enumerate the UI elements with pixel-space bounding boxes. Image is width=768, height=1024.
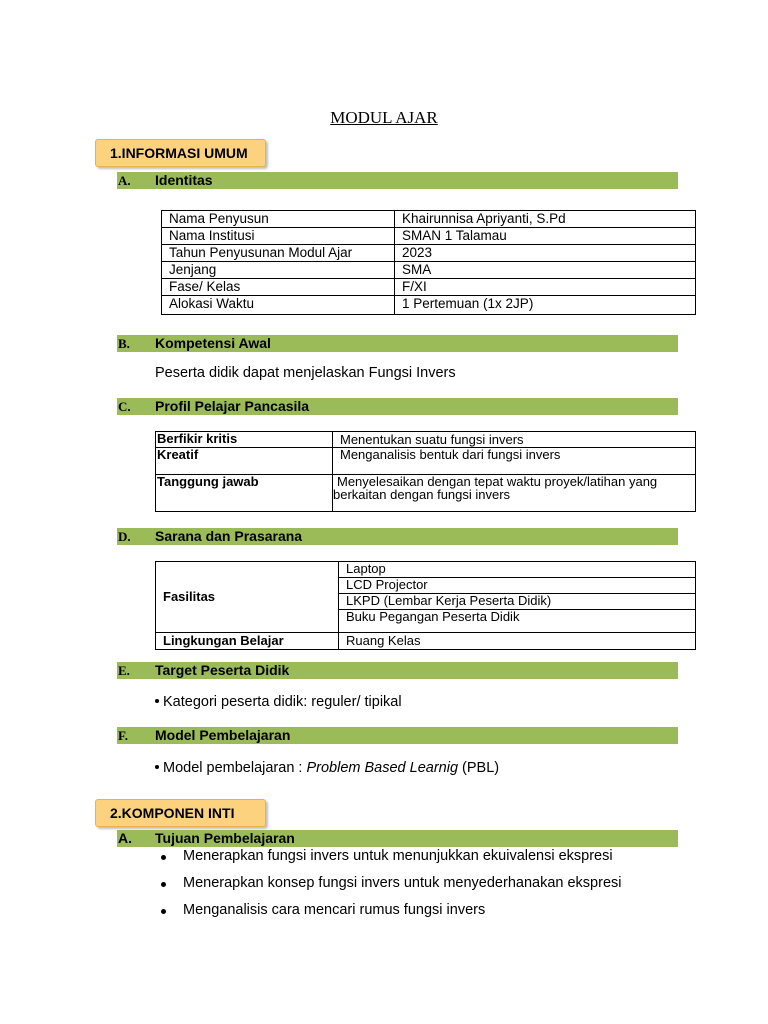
subsection-bar-tujuan-pembelajaran bbox=[117, 830, 678, 847]
bullet-icon bbox=[161, 882, 166, 887]
subsection-letter: E. bbox=[118, 663, 130, 678]
table-cell-value: Ruang Kelas bbox=[339, 633, 696, 650]
bullet-icon bbox=[161, 855, 166, 860]
table-cell-key: Tahun Penyusunan Modul Ajar bbox=[162, 245, 395, 262]
sarana-table bbox=[155, 561, 696, 650]
table-row bbox=[156, 448, 696, 475]
list-item-text: Kategori peserta didik: reguler/ tipikal bbox=[163, 694, 402, 710]
list-item bbox=[155, 694, 402, 710]
section-label: 1.INFORMASI UMUM bbox=[110, 145, 248, 161]
subsection-letter: F. bbox=[118, 728, 128, 743]
table-row bbox=[156, 432, 696, 448]
profil-pelajar-table bbox=[155, 431, 696, 512]
table-row bbox=[162, 296, 696, 315]
list-item-text: Model pembelajaran : bbox=[163, 760, 307, 776]
subsection-bar-model-pembelajaran bbox=[117, 727, 678, 744]
table-row bbox=[162, 262, 696, 279]
subsection-bar-sarana bbox=[117, 528, 678, 545]
document-title: MODUL AJAR bbox=[330, 108, 438, 127]
list-item bbox=[160, 902, 680, 929]
table-row bbox=[156, 475, 696, 512]
table-cell-value: 1 Pertemuan (1x 2JP) bbox=[395, 296, 696, 315]
table-cell-value: Menentukan suatu fungsi invers bbox=[333, 432, 696, 448]
table-row bbox=[162, 245, 696, 262]
subsection-bar-profil-pelajar bbox=[117, 398, 678, 415]
table-cell-key: Lingkungan Belajar bbox=[156, 633, 339, 650]
table-row bbox=[156, 562, 696, 578]
table-cell-key: Kreatif bbox=[156, 448, 333, 475]
table-cell-key: Nama Institusi bbox=[162, 228, 395, 245]
table-cell-key: Fasilitas bbox=[156, 562, 339, 633]
table-cell-value: Buku Pegangan Peserta Didik bbox=[339, 610, 696, 633]
table-cell-key: Berfikir kritis bbox=[156, 432, 333, 448]
table-cell-value: F/XI bbox=[395, 279, 696, 296]
table-row bbox=[162, 279, 696, 296]
table-cell-value bbox=[333, 475, 696, 512]
list-item bbox=[155, 760, 499, 776]
subsection-letter: C. bbox=[118, 399, 131, 414]
subsection-label: Tujuan Pembelajaran bbox=[155, 830, 295, 846]
table-cell-value: LKPD (Lembar Kerja Peserta Didik) bbox=[339, 594, 696, 610]
subsection-label: Target Peserta Didik bbox=[155, 662, 290, 678]
subsection-label: Kompetensi Awal bbox=[155, 335, 271, 351]
bullet-icon bbox=[155, 765, 159, 769]
cell-line: berkaitan dengan fungsi invers bbox=[333, 487, 511, 502]
list-item-text: Menganalisis cara mencari rumus fungsi invers bbox=[183, 902, 486, 918]
table-cell-value: Menganalisis bentuk dari fungsi invers bbox=[333, 448, 696, 475]
kompetensi-awal-text: Peserta didik dapat menjelaskan Fungsi Invers bbox=[155, 365, 456, 381]
subsection-letter: B. bbox=[118, 336, 130, 351]
table-row bbox=[162, 228, 696, 245]
subsection-bar-kompetensi-awal bbox=[117, 335, 678, 352]
bullet-icon bbox=[155, 699, 159, 703]
subsection-label: Profil Pelajar Pancasila bbox=[155, 398, 310, 414]
list-item-suffix-text: (PBL) bbox=[458, 760, 500, 776]
table-row bbox=[156, 633, 696, 650]
subsection-label: Identitas bbox=[155, 172, 213, 188]
subsection-letter: A. bbox=[118, 173, 131, 188]
list-item bbox=[160, 875, 680, 902]
section-header-informasi-umum bbox=[95, 139, 266, 167]
subsection-label: Model Pembelajaran bbox=[155, 727, 291, 743]
identitas-table bbox=[161, 210, 696, 315]
row-key-text: Tanggung jawab bbox=[157, 474, 259, 489]
section-label: 2.KOMPONEN INTI bbox=[110, 805, 235, 821]
table-cell-key: Jenjang bbox=[162, 262, 395, 279]
table-cell-key: Nama Penyusun bbox=[162, 211, 395, 228]
table-cell-key: Alokasi Waktu bbox=[162, 296, 395, 315]
table-cell-value: LCD Projector bbox=[339, 578, 696, 594]
list-item bbox=[160, 848, 680, 875]
table-row bbox=[162, 211, 696, 228]
table-cell-value: 2023 bbox=[395, 245, 696, 262]
list-item-text: Menerapkan fungsi invers untuk menunjukkan ekuivalensi ekspresi bbox=[183, 848, 613, 864]
table-cell-value: Khairunnisa Apriyanti, S.Pd bbox=[395, 211, 696, 228]
list-item-italic-text: Problem Based Learnig bbox=[306, 760, 459, 776]
table-cell-key bbox=[156, 475, 333, 512]
cell-line: Menyelesaikan dengan tepat waktu proyek/latihan yang bbox=[337, 474, 658, 489]
table-cell-value: Laptop bbox=[339, 562, 696, 578]
tujuan-list bbox=[160, 848, 680, 929]
subsection-letter: D. bbox=[118, 529, 131, 544]
subsection-letter: A. bbox=[118, 830, 132, 846]
subsection-bar-target-peserta bbox=[117, 662, 678, 679]
list-item-text: Menerapkan konsep fungsi invers untuk menyederhanakan ekspresi bbox=[183, 875, 622, 891]
table-cell-key: Fase/ Kelas bbox=[162, 279, 395, 296]
subsection-label: Sarana dan Prasarana bbox=[155, 528, 303, 544]
subsection-bar-identitas bbox=[117, 172, 678, 189]
table-cell-value: SMAN 1 Talamau bbox=[395, 228, 696, 245]
section-header-komponen-inti bbox=[95, 799, 266, 827]
table-cell-value: SMA bbox=[395, 262, 696, 279]
bullet-icon bbox=[161, 909, 166, 914]
